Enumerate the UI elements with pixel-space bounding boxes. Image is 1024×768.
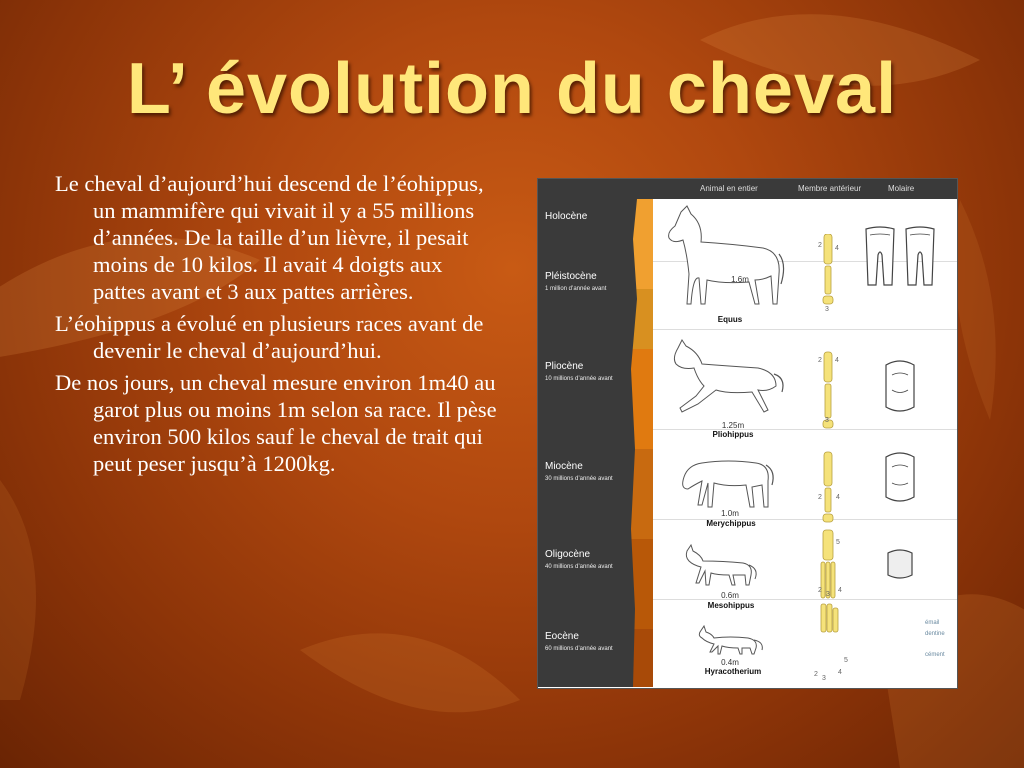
pliohippus-illustration bbox=[668, 334, 788, 424]
digit-number: 4 bbox=[838, 669, 842, 676]
epoch-oligocene bbox=[545, 549, 613, 570]
header-foreleg: Membre antérieur bbox=[798, 184, 862, 193]
digit-number: 3 bbox=[822, 675, 826, 682]
hyracotherium-label: Hyracotherium bbox=[704, 667, 762, 676]
digit-number: 3 bbox=[825, 306, 829, 313]
mesohippus-illustration bbox=[683, 541, 763, 589]
epoch-age: 1 million d’année avant bbox=[545, 286, 607, 292]
digit-number: 2 bbox=[818, 357, 822, 364]
strata-band bbox=[623, 199, 653, 687]
body-text bbox=[55, 170, 500, 482]
cement-label: cément bbox=[925, 652, 945, 658]
epoch-name: Oligocène bbox=[545, 549, 591, 560]
digit-number: 4 bbox=[838, 587, 842, 594]
header-whole-animal: Animal en entier bbox=[700, 184, 758, 193]
digit-number: 2 bbox=[818, 242, 822, 249]
digit-number: 2 bbox=[814, 671, 818, 678]
digit-number: 2 bbox=[818, 494, 822, 501]
merychippus-illustration bbox=[678, 451, 778, 516]
epoch-name: Pléistocène bbox=[545, 271, 597, 282]
digit-number: 4 bbox=[835, 245, 839, 252]
digit-number: 3 bbox=[826, 591, 830, 598]
paragraph-evolution: L’éohippus a évolué en plusieurs races avant de devenir le cheval d’aujourd’hui. bbox=[55, 311, 484, 363]
header-molar: Molaire bbox=[888, 184, 915, 193]
slide-title: L’ évolution du cheval bbox=[126, 49, 898, 129]
horse-evolution-figure bbox=[537, 178, 958, 689]
digit-number: 5 bbox=[844, 657, 848, 664]
hyracotherium-illustration bbox=[698, 622, 768, 657]
epoch-age: 30 millions d’année avant bbox=[545, 476, 613, 482]
epoch-name: Eocène bbox=[545, 631, 579, 642]
epoch-miocene bbox=[545, 461, 613, 482]
epoch-pleistocene bbox=[545, 271, 606, 292]
equus-label: Equus bbox=[717, 315, 743, 324]
epoch-eocene bbox=[545, 631, 613, 652]
epoch-age: 10 millions d’année avant bbox=[545, 376, 613, 382]
pliohippus-size: 1.25m bbox=[721, 421, 745, 430]
forelimb-bones bbox=[813, 234, 843, 634]
merychippus-label: Merychippus bbox=[706, 519, 756, 528]
enamel-label: émail bbox=[925, 620, 940, 626]
epoch-age: 40 millions d’année avant bbox=[545, 564, 613, 570]
equus-illustration bbox=[663, 204, 788, 314]
digit-number: 3 bbox=[825, 417, 829, 424]
epoch-holocene bbox=[545, 211, 587, 222]
pliohippus-label: Pliohippus bbox=[712, 430, 754, 439]
merychippus-size: 1.0m bbox=[721, 509, 739, 518]
mesohippus-label: Mesohippus bbox=[707, 601, 755, 610]
dentine-label: dentine bbox=[925, 631, 945, 637]
paragraph-origin: Le cheval d’aujourd’hui descend de l’éohippus, un mammifère qui vivait il y a 55 millions d’années. De la taille d’un lièvre, il pesait moins de 10 kilos. Il avait 4 doigts aux pattes avant et 3 aux pattes arrières. bbox=[55, 171, 484, 304]
epoch-pliocene bbox=[545, 361, 613, 382]
paragraph-today: De nos jours, un cheval mesure environ 1m40 au garot plus ou moins 1m selon sa race. Il pèse environ 500 kilos sauf le cheval de trait qui peut peser jusqu’à 1200kg. bbox=[55, 370, 497, 476]
epoch-age: 60 millions d’année avant bbox=[545, 646, 613, 652]
figure-header bbox=[538, 179, 957, 199]
digit-number: 5 bbox=[836, 539, 840, 546]
hyracotherium-size: 0.4m bbox=[721, 658, 739, 667]
digit-number: 4 bbox=[835, 357, 839, 364]
digit-number: 4 bbox=[836, 494, 840, 501]
digit-number: 2 bbox=[818, 587, 822, 594]
epoch-name: Holocène bbox=[545, 211, 588, 222]
equus-size: 1.6m bbox=[731, 275, 749, 284]
mesohippus-size: 0.6m bbox=[721, 591, 739, 600]
molar-teeth bbox=[860, 225, 940, 625]
epoch-name: Miocène bbox=[545, 461, 583, 472]
epoch-name: Pliocène bbox=[545, 361, 584, 372]
